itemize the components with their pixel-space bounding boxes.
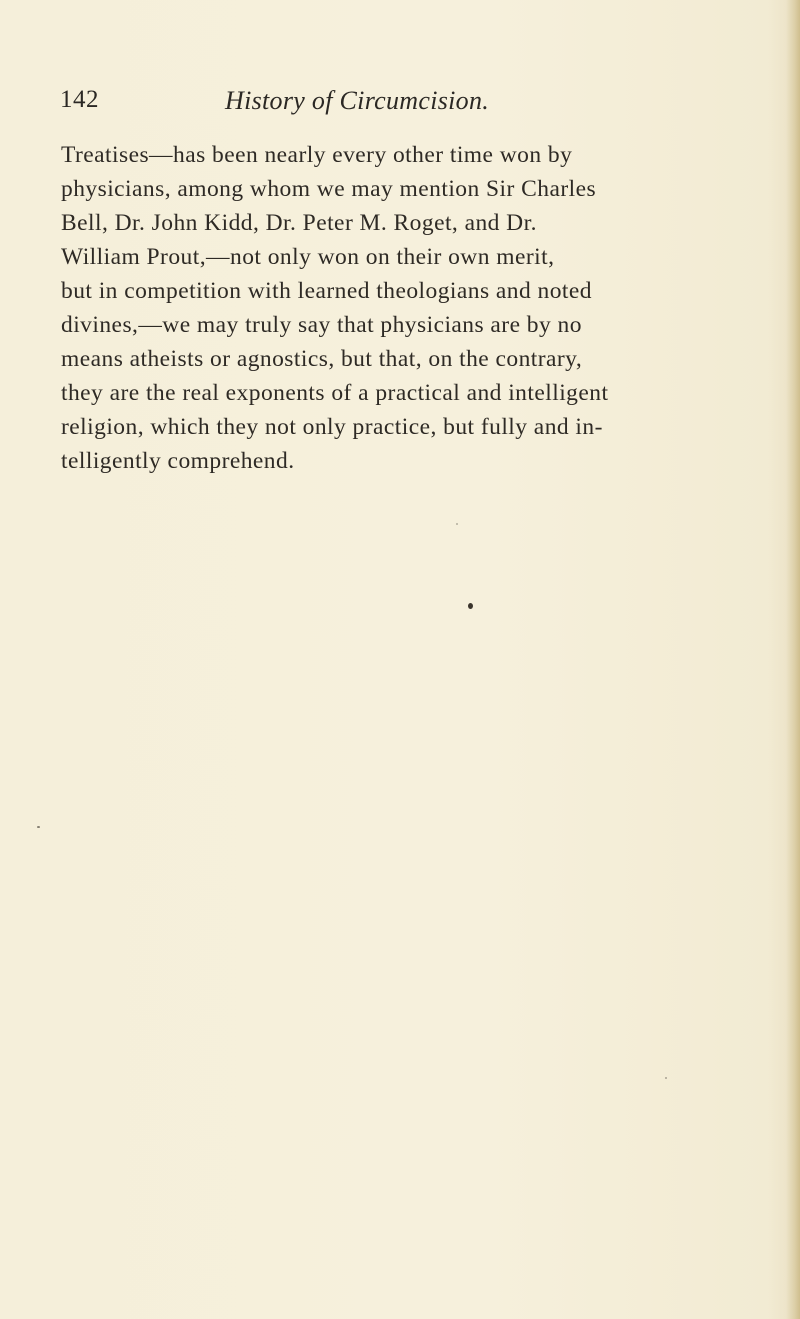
text-line: but in competition with learned theologians and noted (61, 278, 592, 304)
text-line: means atheists or agnostics, but that, on the contrary, (61, 346, 583, 372)
text-line: they are the real exponents of a practical and intelligent (61, 380, 609, 406)
text-line: physicians, among whom we may mention Sir Charles (61, 176, 597, 202)
text-line: religion, which they not only practice, but fully and in- (61, 414, 603, 440)
ink-speck (665, 1077, 667, 1079)
text-line: Treatises—has been nearly every other time won by (61, 142, 573, 168)
text-line: telligently comprehend. (61, 448, 295, 474)
ink-speck (468, 603, 473, 609)
running-title: History of Circumcision. (225, 86, 490, 115)
text-line: Bell, Dr. John Kidd, Dr. Peter M. Roget, and Dr. (61, 210, 537, 236)
page-number: 142 (60, 86, 99, 113)
ink-speck (456, 523, 458, 525)
ink-speck (37, 826, 40, 828)
page-header (60, 86, 700, 122)
page-edge-shadow (786, 0, 800, 1319)
body-paragraph (61, 138, 701, 478)
text-line: William Prout,—not only won on their own merit, (61, 244, 555, 270)
text-line: divines,—we may truly say that physicians are by no (61, 312, 582, 338)
